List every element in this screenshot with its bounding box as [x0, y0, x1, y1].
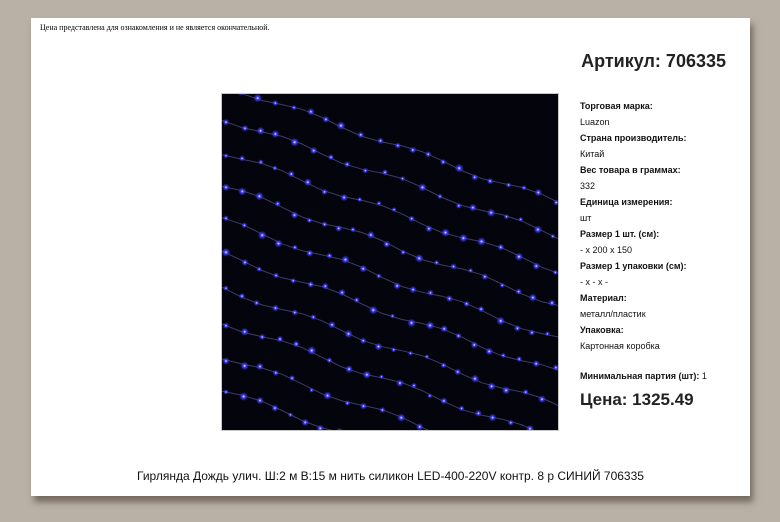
prop-value-packaging: Картонная коробка [580, 341, 660, 351]
prop-label-unit: Единица измерения: [580, 197, 673, 207]
prop-label-package-size: Размер 1 упаковки (см): [580, 261, 687, 271]
prop-value-weight: 332 [580, 181, 596, 191]
min-batch-value: 1 [701, 371, 707, 381]
price-disclaimer: Цена представлена для ознакомления и не является окончательной. [40, 23, 270, 32]
product-properties [580, 98, 745, 354]
article-number: Артикул: 706335 [581, 51, 726, 71]
prop-value-material: металл/пластик [580, 309, 646, 319]
prop-value-unit: шт [580, 213, 592, 223]
prop-label-item-size: Размер 1 шт. (см): [580, 229, 660, 239]
prop-label-packaging: Упаковка: [580, 325, 624, 335]
min-batch-label: Минимальная партия (шт): [580, 371, 700, 381]
product-title: Гирлянда Дождь улич. Ш:2 м В:15 м нить силикон LED-400-220V контр. 8 р СИНИЙ 706335 [137, 469, 644, 483]
blue-led-curtain-garland-photo [222, 94, 558, 430]
price: Цена: 1325.49 [580, 390, 694, 409]
prop-value-item-size: - x 200 x 150 [580, 245, 633, 255]
prop-label-material: Материал: [580, 293, 627, 303]
prop-value-brand: Luazon [580, 117, 610, 127]
product-card [31, 18, 750, 496]
product-photo [221, 93, 559, 431]
prop-label-country: Страна производитель: [580, 133, 687, 143]
prop-label-brand: Торговая марка: [580, 101, 653, 111]
prop-value-package-size: - x - x - [580, 277, 608, 287]
min-batch [580, 371, 707, 381]
prop-value-country: Китай [580, 149, 605, 159]
prop-label-weight: Вес товара в граммах: [580, 165, 681, 175]
